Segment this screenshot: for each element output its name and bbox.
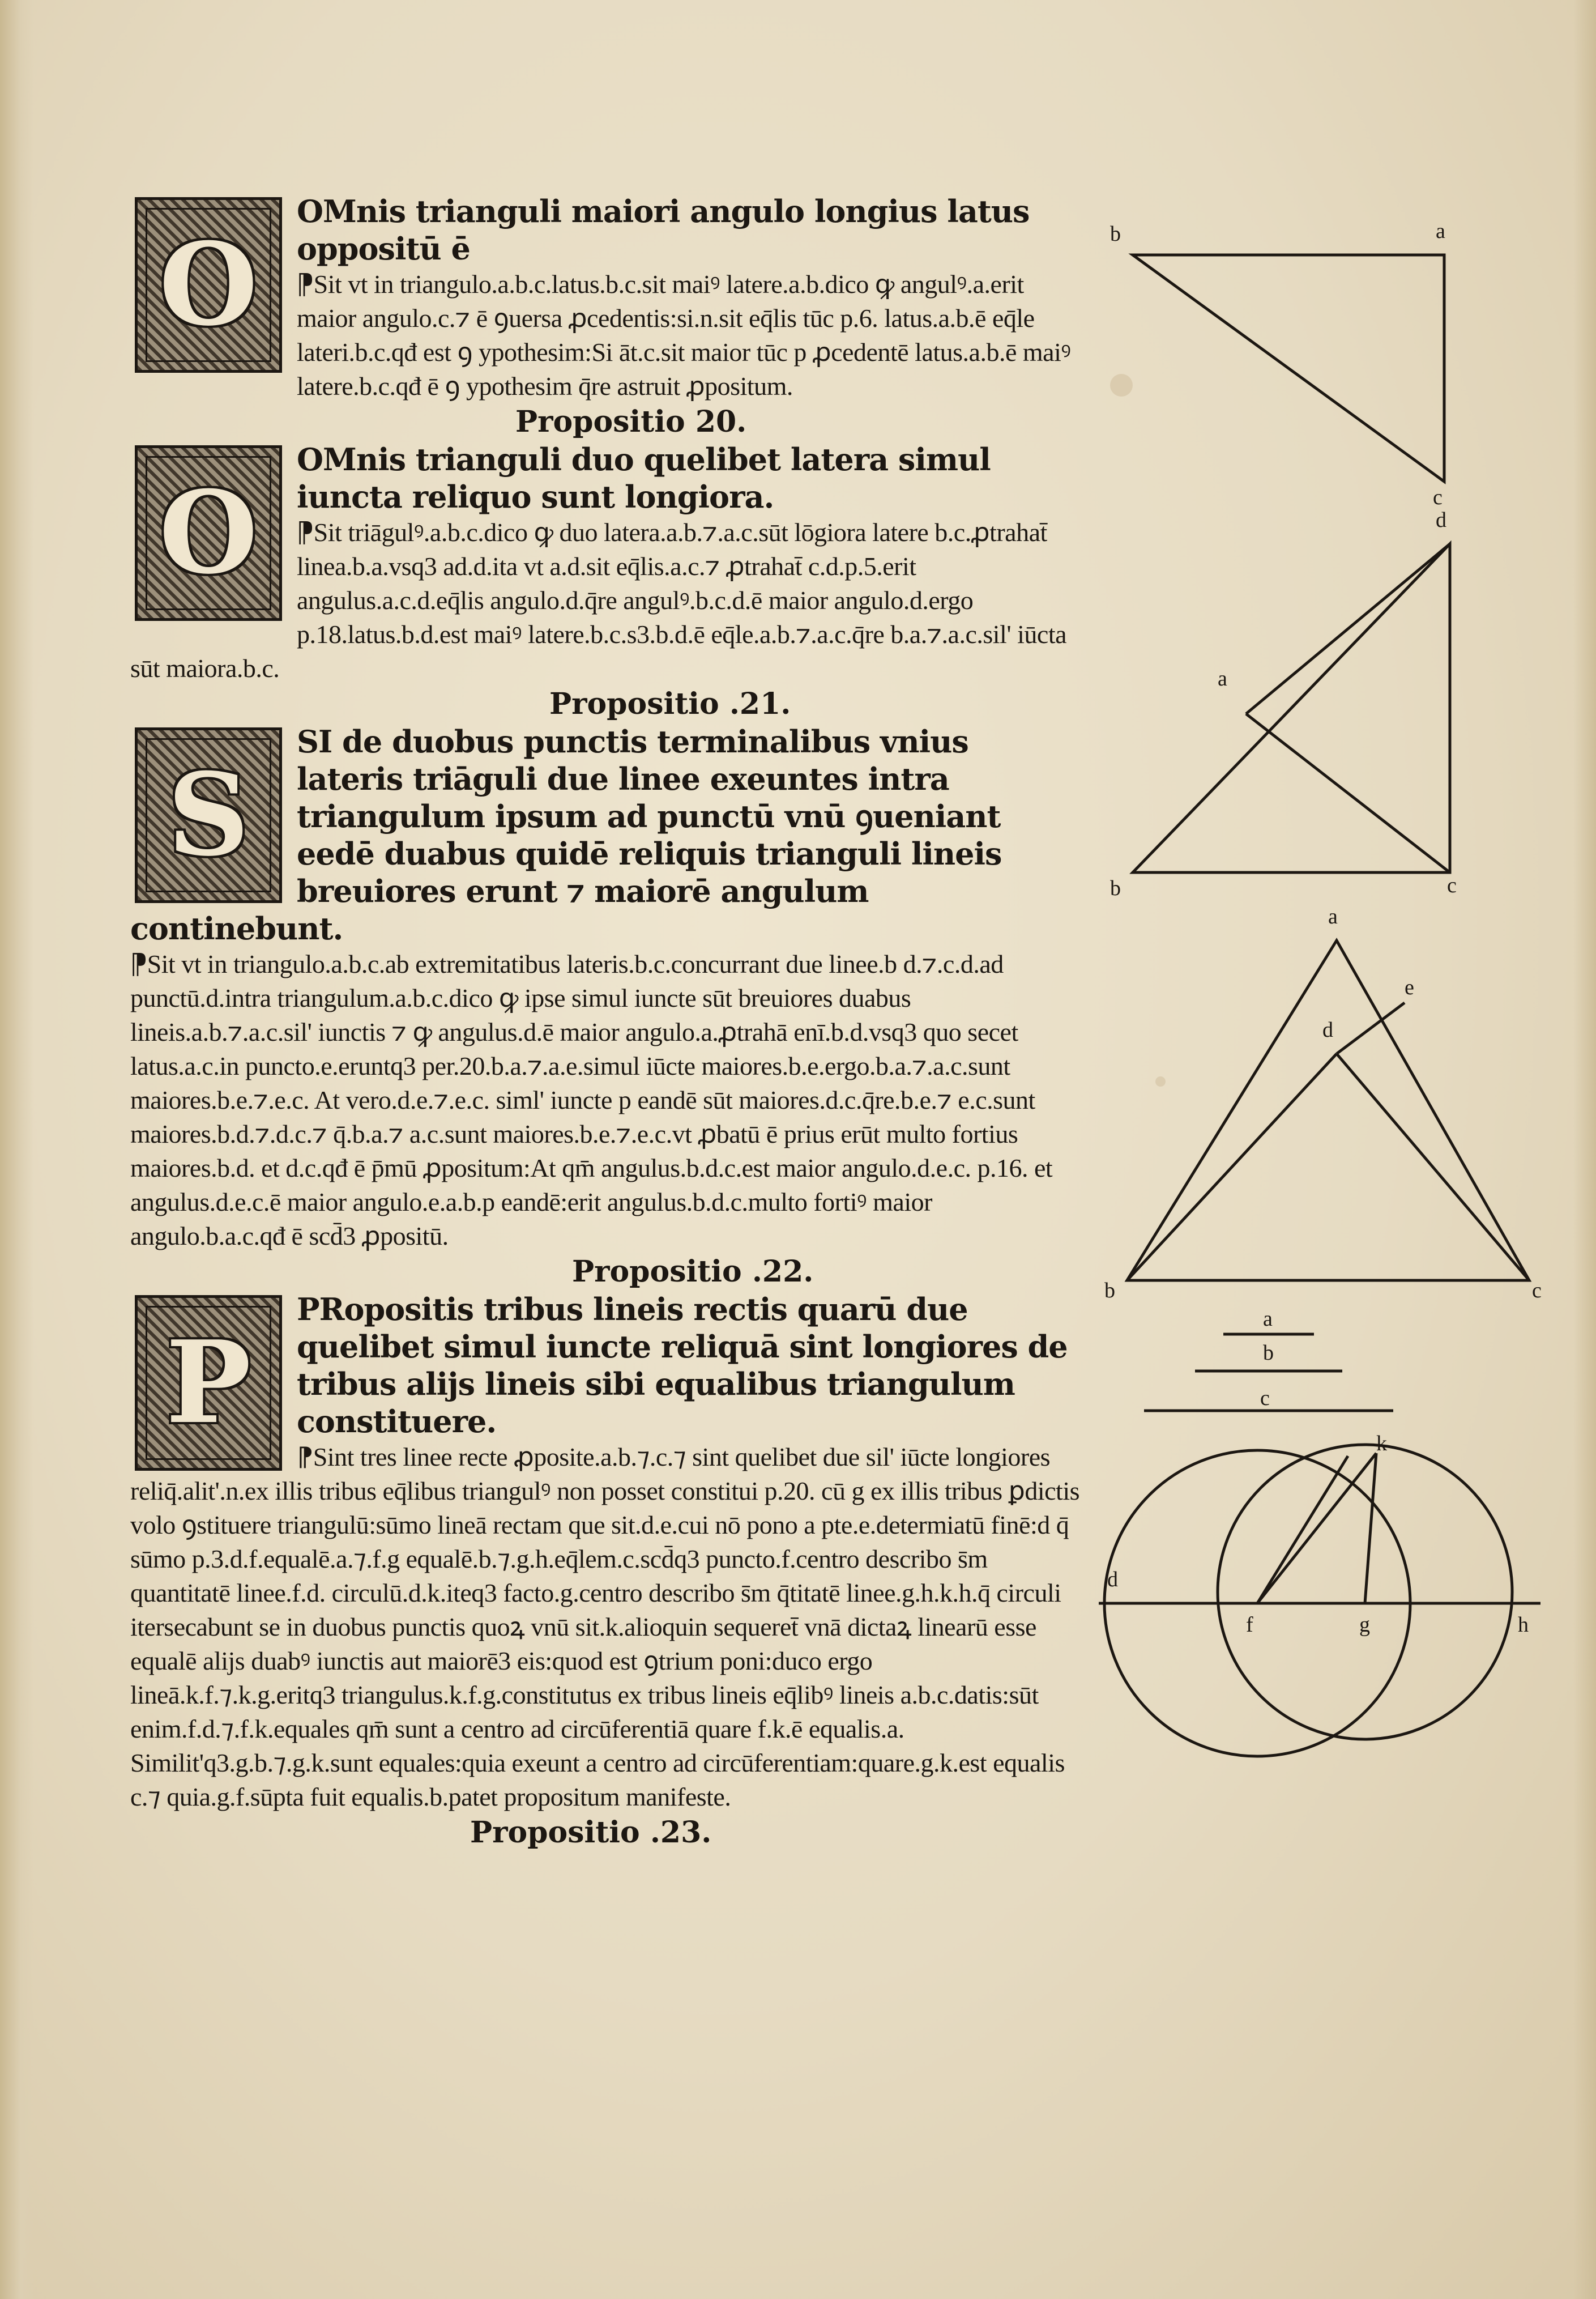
proposition-heading: Propositio 20.	[515, 405, 747, 439]
geometric-figures	[1099, 215, 1574, 1802]
proposition-20-block	[130, 441, 1082, 723]
page-edge-left	[0, 0, 34, 2299]
figure-1-triangle	[1110, 219, 1445, 509]
figure-4-circles	[1099, 1432, 1540, 1756]
figure-3-triangle	[1104, 905, 1542, 1302]
segment-label-c: c	[1260, 1386, 1270, 1410]
figure-3-label-e: e	[1405, 976, 1414, 999]
figure-1-label-a: a	[1436, 219, 1445, 243]
proof-text: ⁋Sit triāgulꝰ.a.b.c.dico ꝙ duo latera.a.b.⁊.a.c.sūt lōgiora latere b.c.ꝓtrahat̄ linea.b.a.vsq3 ad.d.ita vt a.d.sit eq̄lis.a.c.⁊ ꝓtrahat̄ c.d.p.5.erit angulus.a.c.d.eq̄lis angulo.d.q̄re angulꝰ.b.c.d.ē maior angulo.d.ergo p.18.latus.b.d.est maiꝰ latere.b.c.s3.b.d.ē eq̄le.a.b.⁊.a.c.q̄re b.a.⁊.a.c.sil' iūcta sūt maiora.b.c.	[130, 518, 1067, 683]
figure-4-label-k: k	[1376, 1432, 1387, 1455]
figure-4-label-h: h	[1518, 1613, 1529, 1637]
proof-text: ⁋Sint tres linee recte ꝓposite.a.b.⁊.c.⁊ sint quelibet due sil' iūcte longiores reliq̄.alit'.n.ex illis tribus eq̄libus triangulꝰ non posset constitui p.20. cū g ex illis tribus ꝑdictis volo ꝯstituere triangulū:sūmo lineā rectam que sit.d.e.cui nō pono a pte.e.determiatū finē:d q̄ sūmo p.3.d.f.equalē.a.⁊.f.g equalē.b.⁊.g.h.eq̄lem.c.scd̄q3 puncto.f.centro describo s̄m quantitatē linee.f.d. circulū.d.k.iteq3 facto.g.centro describo s̄m q̄titatē linee.g.h.k.h.q̄ circuli itersecabunt se in duobus punctis quoꝝ vnū sit.k.alioquin sequeret̄ vnā dictaꝝ linearū esse equalē alijs duabꝰ iunctis aut maiorē3 eis:quod est ꝯtrium poni:duco ergo lineā.k.f.⁊.k.g.eritq3 triangulus.k.f.g.constitutus ex tribus lineis eq̄libꝰ lineis a.b.c.datis:sūt enim.f.d.⁊.f.k.equales qm̄ sunt a centro ad circūferentiā quare f.k.ē equalis.a. Similit'q3.g.b.⁊.g.k.sunt equales:quia exeunt a centro ad circūferentiam:quare.g.k.est equalis c.⁊ quia.g.f.sūpta fuit equalis.b.patet propositum manifeste.	[130, 1442, 1080, 1811]
proposition-19-block	[130, 193, 1082, 441]
decorated-initial: O	[135, 445, 282, 621]
figure-3-label-c: c	[1532, 1279, 1542, 1302]
figure-1-label-c: c	[1433, 486, 1443, 509]
decorated-initial: P	[135, 1295, 282, 1471]
decorated-initial: O	[135, 197, 282, 373]
figure-4-label-d: d	[1107, 1568, 1118, 1591]
enunciation: SI de duobus punctis terminalibus vnius lateris triāguli due linee exeuntes intra triangulum ipsum ad punctū vnū ꝯueniant eedē duabus quidē reliquis trianguli lineis breuiores erunt ⁊ maiorē angulum continebunt.	[130, 723, 1002, 947]
figure-4-label-f: f	[1246, 1613, 1253, 1637]
figures-column	[1099, 215, 1574, 1802]
segment-label-b: b	[1263, 1341, 1274, 1365]
figure-2-label-c: c	[1447, 874, 1457, 897]
figure-4-label-g: g	[1359, 1613, 1370, 1637]
segment-label-a: a	[1263, 1307, 1273, 1331]
enunciation: OMnis trianguli maiori angulo longius latus oppositū ē	[297, 193, 1030, 267]
proof-text: ⁋Sit vt in triangulo.a.b.c.ab extremitatibus lateris.b.c.concurrant due linee.b d.⁊.c.d.ad punctū.d.intra triangulum.a.b.c.dico ꝙ ipse simul iuncte sūt breuiores duabus lineis.a.b.⁊.a.c.sil' iunctis ⁊ ꝙ angulus.d.ē maior angulo.a.ꝓtrahā enī.b.d.vsq3 quo secet latus.a.c.in puncto.e.eruntq3 per.20.b.a.⁊.a.e.simul iūcte maiores.b.e.ergo.b.a.⁊.a.c.sunt maiores.b.e.⁊.e.c. At vero.d.e.⁊.e.c. siml' iuncte p eandē sūt maiores.d.c.q̄re.b.e.⁊ e.c.sunt maiores.b.d.⁊.d.c.⁊ q̄.b.a.⁊ a.c.sunt maiores.b.e.⁊.e.c.vt ꝓbatū ē prius erūt multo fortius maiores.b.d. et d.c.qđ ē p̄mū ꝓpositum:At qm̄ angulus.b.d.c.est maior angulo.d.e.c. p.16. et angulus.d.e.c.ē maior angulo.e.a.b.p eandē:erit angulus.b.d.c.multo fortiꝰ maior angulo.b.a.c.qđ ē scd̄3 ꝓpositū.	[130, 950, 1053, 1250]
figure-2-label-a: a	[1218, 667, 1227, 691]
figure-2-label-b: b	[1110, 876, 1121, 900]
decorated-initial: S	[135, 727, 282, 903]
proposition-heading: Propositio .21.	[549, 687, 791, 721]
proposition-21-block	[130, 723, 1082, 1291]
page-edge-right	[1573, 0, 1596, 2299]
figure-3-label-a: a	[1328, 905, 1338, 929]
figure-4-segments	[1144, 1307, 1393, 1411]
text-column	[130, 193, 1082, 1851]
enunciation: OMnis trianguli duo quelibet latera simul iuncta reliquo sunt longiora.	[297, 441, 991, 515]
figure-2-triangle	[1110, 508, 1457, 900]
proposition-heading: Propositio .22.	[572, 1254, 814, 1289]
proposition-22-block	[130, 1291, 1082, 1851]
proof-text: ⁋Sit vt in triangulo.a.b.c.latus.b.c.sit maiꝰ latere.a.b.dico ꝙ angulꝰ.a.erit maior angulo.c.⁊ ē ꝯuersa ꝓcedentis:si.n.sit eq̄lis tūc p.6. latus.a.b.ē eq̄le lateri.b.c.qđ est ꝯ ypothesim:Si āt.c.sit maior tūc p ꝓcedentē latus.a.b.ē maiꝰ latere.b.c.qđ ē ꝯ ypothesim q̄re astruit ꝓpositum.	[297, 270, 1071, 401]
proposition-heading: Propositio .23.	[470, 1815, 712, 1850]
figure-3-label-b: b	[1104, 1279, 1115, 1302]
figure-2-label-d: d	[1436, 508, 1446, 532]
figure-3-label-d: d	[1322, 1018, 1333, 1042]
figure-1-label-b: b	[1110, 222, 1121, 246]
enunciation: PRopositis tribus lineis rectis quarū due quelibet simul iuncte reliquā sint longiores de tribus alijs lineis sibi equalibus triangulum constituere.	[297, 1291, 1068, 1440]
